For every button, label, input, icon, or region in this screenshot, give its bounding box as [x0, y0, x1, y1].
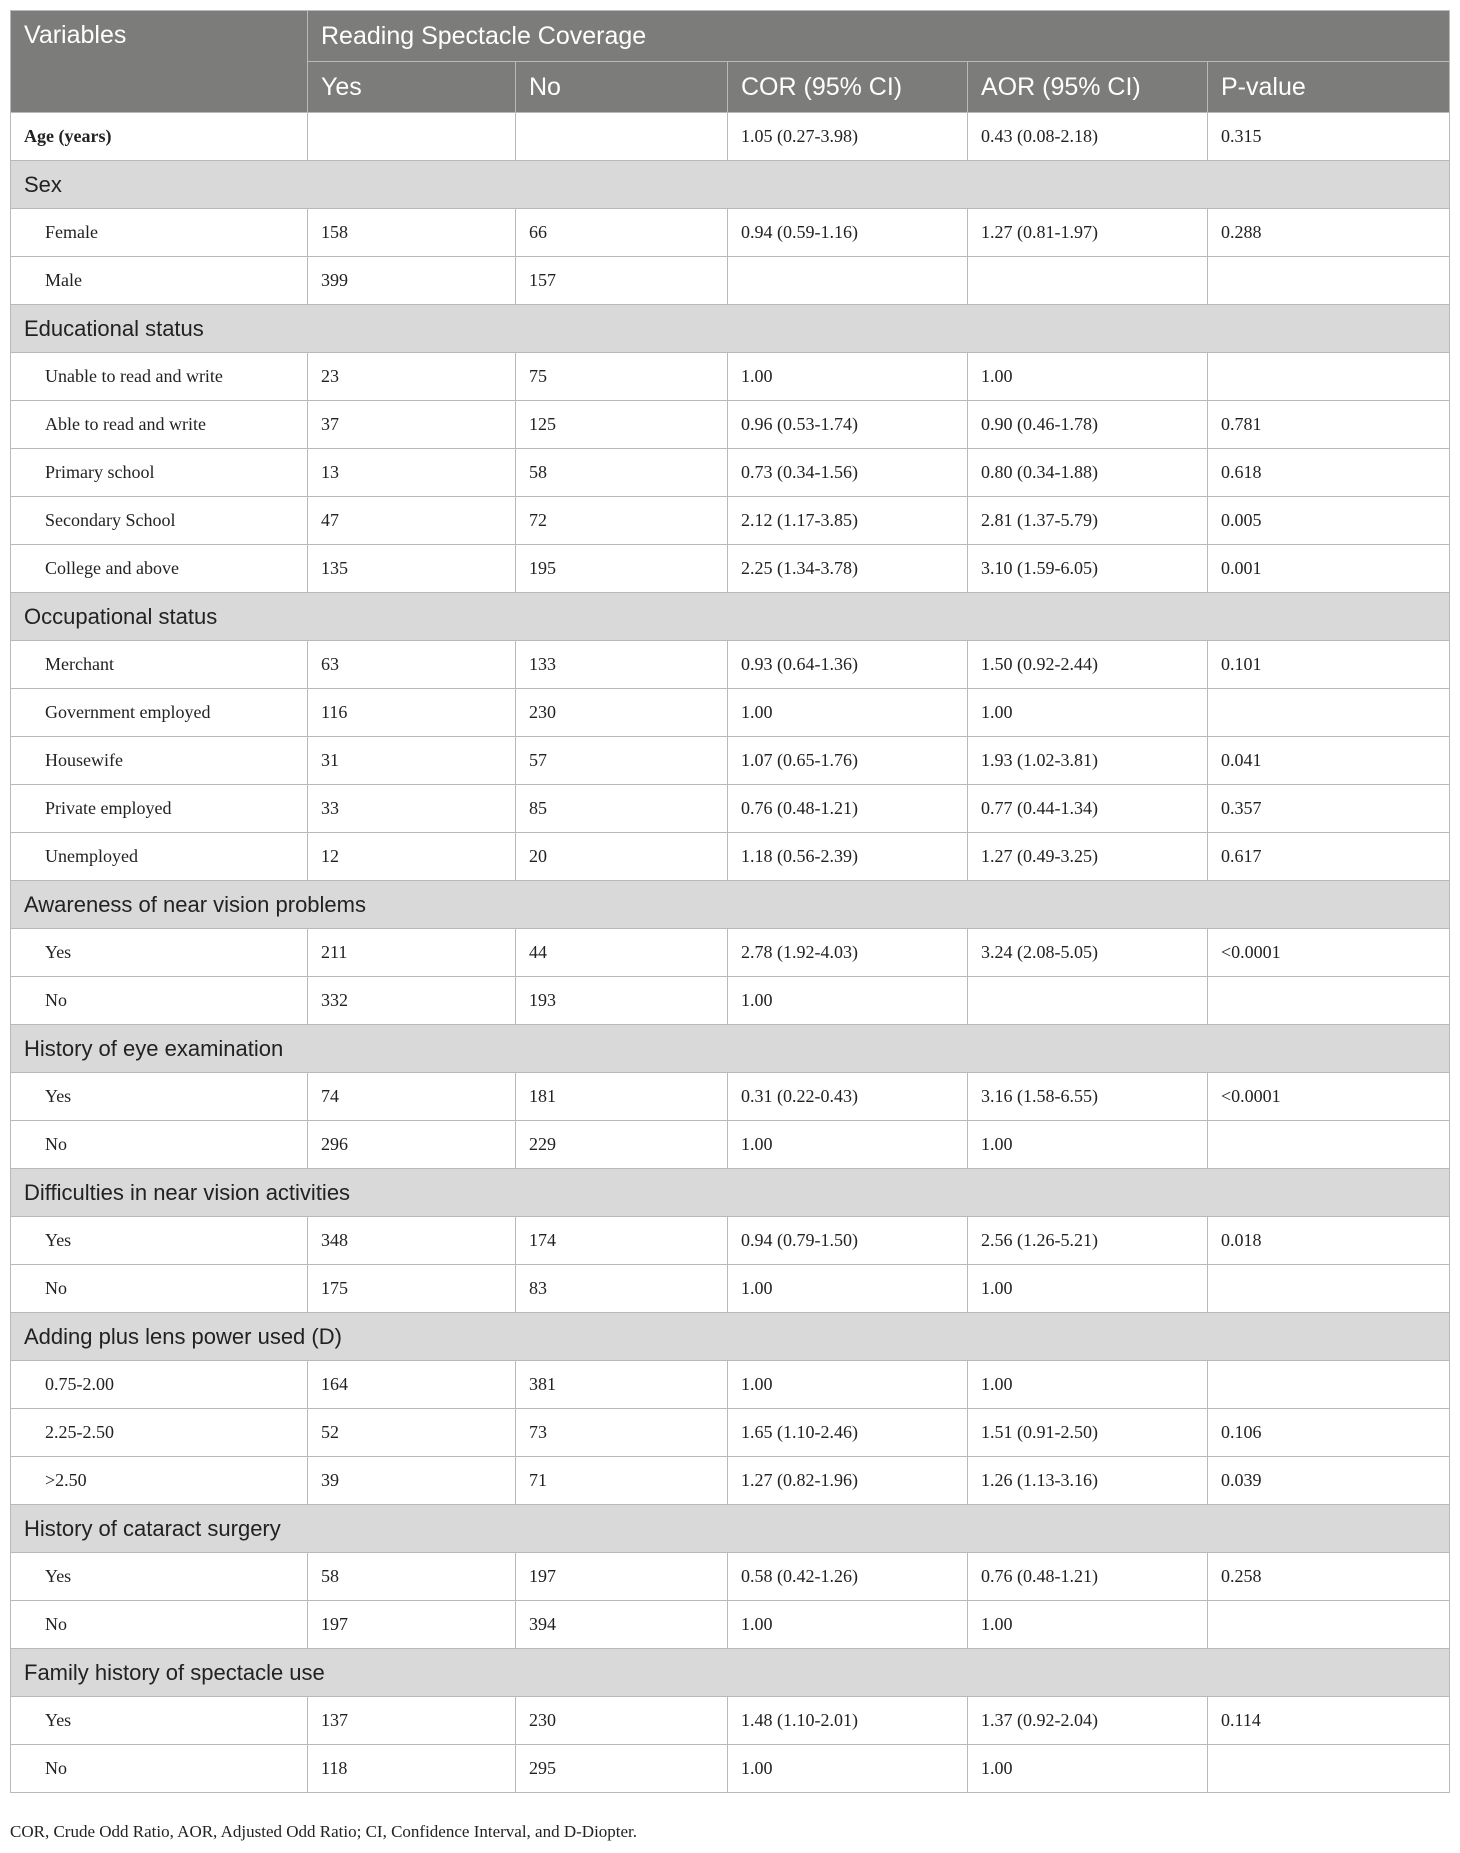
cell-aor: 1.93 (1.02-3.81): [968, 737, 1208, 785]
header-no: No: [516, 62, 728, 113]
cell-yes: 74: [308, 1073, 516, 1121]
cell-label: No: [11, 1121, 308, 1169]
section-header-row: [11, 1025, 1450, 1073]
cell-aor: 1.00: [968, 1361, 1208, 1409]
cell-cor: 1.00: [728, 689, 968, 737]
cell-cor: 0.94 (0.79-1.50): [728, 1217, 968, 1265]
cell-cor: 0.73 (0.34-1.56): [728, 449, 968, 497]
cell-pvalue: 0.041: [1208, 737, 1450, 785]
cell-yes: 164: [308, 1361, 516, 1409]
section-header-row: [11, 161, 1450, 209]
cell-yes: 158: [308, 209, 516, 257]
table-row: [11, 1217, 1450, 1265]
cell-pvalue: 0.781: [1208, 401, 1450, 449]
cell-aor: 1.27 (0.81-1.97): [968, 209, 1208, 257]
section-header-row: [11, 593, 1450, 641]
header-row-top: [11, 11, 1450, 62]
table-row: [11, 641, 1450, 689]
cell-cor: [728, 257, 968, 305]
cell-yes: 296: [308, 1121, 516, 1169]
cell-aor: 1.00: [968, 1601, 1208, 1649]
cell-cor: 0.96 (0.53-1.74): [728, 401, 968, 449]
cell-label: Yes: [11, 929, 308, 977]
cell-aor: 0.90 (0.46-1.78): [968, 401, 1208, 449]
section-header-row: [11, 1649, 1450, 1697]
cell-pvalue: [1208, 977, 1450, 1025]
table-row: [11, 353, 1450, 401]
section-title: Adding plus lens power used (D): [11, 1313, 1450, 1361]
footnote: COR, Crude Odd Ratio, AOR, Adjusted Odd Ratio; CI, Confidence Interval, and D-Diopter.: [10, 1822, 638, 1841]
cell-pvalue: <0.0001: [1208, 1073, 1450, 1121]
cell-yes: 58: [308, 1553, 516, 1601]
header-yes: Yes: [308, 62, 516, 113]
cell-yes: 116: [308, 689, 516, 737]
cell-cor: 2.25 (1.34-3.78): [728, 545, 968, 593]
cell-cor: 1.07 (0.65-1.76): [728, 737, 968, 785]
cell-label: Unemployed: [11, 833, 308, 881]
section-title: History of eye examination: [11, 1025, 1450, 1073]
section-header-row: [11, 1505, 1450, 1553]
cell-label: 2.25-2.50: [11, 1409, 308, 1457]
cell-cor: 0.76 (0.48-1.21): [728, 785, 968, 833]
cell-yes: 211: [308, 929, 516, 977]
cell-yes: 31: [308, 737, 516, 785]
cell-cor: 1.18 (0.56-2.39): [728, 833, 968, 881]
cell-aor: 2.81 (1.37-5.79): [968, 497, 1208, 545]
cell-no: 181: [516, 1073, 728, 1121]
cell-no: 125: [516, 401, 728, 449]
section-header-row: [11, 305, 1450, 353]
table-body: [11, 113, 1450, 1793]
cell-label: No: [11, 977, 308, 1025]
cell-label: Able to read and write: [11, 401, 308, 449]
cell-cor: 1.00: [728, 1745, 968, 1793]
cell-aor: [968, 977, 1208, 1025]
cell-aor: 1.51 (0.91-2.50): [968, 1409, 1208, 1457]
cell-label: Housewife: [11, 737, 308, 785]
cell-no: 193: [516, 977, 728, 1025]
cell-cor: 1.00: [728, 353, 968, 401]
cell-cor: 0.31 (0.22-0.43): [728, 1073, 968, 1121]
table-row: [11, 1361, 1450, 1409]
cell-aor: 3.10 (1.59-6.05): [968, 545, 1208, 593]
table-row: [11, 1457, 1450, 1505]
cell-cor: 1.00: [728, 1361, 968, 1409]
cell-pvalue: 0.018: [1208, 1217, 1450, 1265]
cell-no: 295: [516, 1745, 728, 1793]
cell-yes: 197: [308, 1601, 516, 1649]
data-table: [10, 10, 1450, 1793]
cell-label: Yes: [11, 1697, 308, 1745]
cell-label: Yes: [11, 1217, 308, 1265]
header-aor: AOR (95% CI): [968, 62, 1208, 113]
table-row: [11, 833, 1450, 881]
table-row: [11, 977, 1450, 1025]
cell-no: 58: [516, 449, 728, 497]
cell-no: 71: [516, 1457, 728, 1505]
table-row-age: [11, 113, 1450, 161]
cell-aor: 0.77 (0.44-1.34): [968, 785, 1208, 833]
cell-no: 57: [516, 737, 728, 785]
cell-label: No: [11, 1745, 308, 1793]
cell-cor: 1.00: [728, 1601, 968, 1649]
cell-cor: 0.93 (0.64-1.36): [728, 641, 968, 689]
table-row: [11, 1073, 1450, 1121]
cell-no: 20: [516, 833, 728, 881]
cell-pvalue: 0.005: [1208, 497, 1450, 545]
cell-yes: 348: [308, 1217, 516, 1265]
cell-no: 66: [516, 209, 728, 257]
cell-no: 197: [516, 1553, 728, 1601]
cell-pvalue: [1208, 1745, 1450, 1793]
cell-cor: 1.00: [728, 977, 968, 1025]
cell-cor: 2.12 (1.17-3.85): [728, 497, 968, 545]
table-row: [11, 1601, 1450, 1649]
cell-aor: 1.00: [968, 353, 1208, 401]
cell-pvalue: <0.0001: [1208, 929, 1450, 977]
cell-pvalue: [1208, 353, 1450, 401]
table-row: [11, 929, 1450, 977]
table-row: [11, 1121, 1450, 1169]
cell-yes: 33: [308, 785, 516, 833]
cell-yes: 63: [308, 641, 516, 689]
table-row: [11, 1553, 1450, 1601]
cell-aor: 1.37 (0.92-2.04): [968, 1697, 1208, 1745]
table-row: [11, 1697, 1450, 1745]
section-header-row: [11, 881, 1450, 929]
header-variables: Variables: [11, 11, 308, 113]
cell-label: Primary school: [11, 449, 308, 497]
cell-pvalue: 0.001: [1208, 545, 1450, 593]
section-header-row: [11, 1169, 1450, 1217]
cell-cor: 1.00: [728, 1265, 968, 1313]
cell-yes: 13: [308, 449, 516, 497]
cell-no: 381: [516, 1361, 728, 1409]
cell-aor: 1.00: [968, 1121, 1208, 1169]
cell-yes: 137: [308, 1697, 516, 1745]
section-title: History of cataract surgery: [11, 1505, 1450, 1553]
cell-cor: 1.00: [728, 1121, 968, 1169]
cell-cor: 1.65 (1.10-2.46): [728, 1409, 968, 1457]
cell-label: >2.50: [11, 1457, 308, 1505]
cell-cor: 2.78 (1.92-4.03): [728, 929, 968, 977]
cell-no: 83: [516, 1265, 728, 1313]
cell-label: Unable to read and write: [11, 353, 308, 401]
cell-no: 133: [516, 641, 728, 689]
header-group: Reading Spectacle Coverage: [308, 11, 1450, 62]
table-row: [11, 737, 1450, 785]
section-title: Educational status: [11, 305, 1450, 353]
header-pvalue: P-value: [1208, 62, 1450, 113]
cell-pvalue: [1208, 1265, 1450, 1313]
cell-label: No: [11, 1265, 308, 1313]
cell-aor: 1.27 (0.49-3.25): [968, 833, 1208, 881]
cell-no: 230: [516, 1697, 728, 1745]
table-row: [11, 449, 1450, 497]
table-row: [11, 689, 1450, 737]
cell-yes: 332: [308, 977, 516, 1025]
table-row: [11, 545, 1450, 593]
cell-no: 73: [516, 1409, 728, 1457]
cell-aor: 3.24 (2.08-5.05): [968, 929, 1208, 977]
cell-no: 85: [516, 785, 728, 833]
cell-aor: 0.43 (0.08-2.18): [968, 113, 1208, 161]
cell-no: 195: [516, 545, 728, 593]
table-row: [11, 401, 1450, 449]
cell-label: Merchant: [11, 641, 308, 689]
cell-pvalue: 0.315: [1208, 113, 1450, 161]
table-row: [11, 785, 1450, 833]
cell-pvalue: [1208, 257, 1450, 305]
cell-yes: 23: [308, 353, 516, 401]
cell-aor: 1.00: [968, 1265, 1208, 1313]
cell-pvalue: 0.258: [1208, 1553, 1450, 1601]
cell-yes: 39: [308, 1457, 516, 1505]
cell-no: 394: [516, 1601, 728, 1649]
cell-yes: 135: [308, 545, 516, 593]
cell-label: Yes: [11, 1553, 308, 1601]
cell-pvalue: [1208, 1361, 1450, 1409]
cell-no: 174: [516, 1217, 728, 1265]
cell-label: College and above: [11, 545, 308, 593]
cell-pvalue: [1208, 1601, 1450, 1649]
table-row: [11, 1409, 1450, 1457]
table-row: [11, 1745, 1450, 1793]
cell-cor: 0.94 (0.59-1.16): [728, 209, 968, 257]
cell-aor: 1.00: [968, 1745, 1208, 1793]
cell-yes: 399: [308, 257, 516, 305]
cell-no: 230: [516, 689, 728, 737]
cell-aor: 2.56 (1.26-5.21): [968, 1217, 1208, 1265]
cell-label: Private employed: [11, 785, 308, 833]
cell-pvalue: 0.357: [1208, 785, 1450, 833]
header-cor: COR (95% CI): [728, 62, 968, 113]
section-header-row: [11, 1313, 1450, 1361]
cell-cor: 1.48 (1.10-2.01): [728, 1697, 968, 1745]
cell-label: Yes: [11, 1073, 308, 1121]
cell-label: Female: [11, 209, 308, 257]
cell-aor: 3.16 (1.58-6.55): [968, 1073, 1208, 1121]
cell-no: 75: [516, 353, 728, 401]
cell-cor: 1.05 (0.27-3.98): [728, 113, 968, 161]
cell-aor: 1.26 (1.13-3.16): [968, 1457, 1208, 1505]
cell-label: No: [11, 1601, 308, 1649]
cell-no: 72: [516, 497, 728, 545]
cell-yes: 37: [308, 401, 516, 449]
cell-yes: 118: [308, 1745, 516, 1793]
cell-pvalue: 0.114: [1208, 1697, 1450, 1745]
section-title: Family history of spectacle use: [11, 1649, 1450, 1697]
cell-no: 229: [516, 1121, 728, 1169]
cell-aor: 1.50 (0.92-2.44): [968, 641, 1208, 689]
section-title: Awareness of near vision problems: [11, 881, 1450, 929]
table-container: [10, 10, 1449, 1793]
cell-yes: [308, 113, 516, 161]
cell-yes: 175: [308, 1265, 516, 1313]
cell-cor: 1.27 (0.82-1.96): [728, 1457, 968, 1505]
cell-yes: 47: [308, 497, 516, 545]
cell-yes: 12: [308, 833, 516, 881]
cell-aor: 0.76 (0.48-1.21): [968, 1553, 1208, 1601]
cell-no: 44: [516, 929, 728, 977]
cell-no: 157: [516, 257, 728, 305]
cell-pvalue: 0.618: [1208, 449, 1450, 497]
cell-cor: 0.58 (0.42-1.26): [728, 1553, 968, 1601]
cell-pvalue: [1208, 1121, 1450, 1169]
table-row: [11, 1265, 1450, 1313]
section-title: Occupational status: [11, 593, 1450, 641]
cell-yes: 52: [308, 1409, 516, 1457]
cell-aor: 1.00: [968, 689, 1208, 737]
cell-label: Secondary School: [11, 497, 308, 545]
cell-label: Age (years): [11, 113, 308, 161]
table-row: [11, 497, 1450, 545]
cell-label: Male: [11, 257, 308, 305]
table-row: [11, 209, 1450, 257]
table-row: [11, 257, 1450, 305]
section-title: Sex: [11, 161, 1450, 209]
cell-label: 0.75-2.00: [11, 1361, 308, 1409]
section-title: Difficulties in near vision activities: [11, 1169, 1450, 1217]
cell-pvalue: 0.039: [1208, 1457, 1450, 1505]
cell-pvalue: 0.288: [1208, 209, 1450, 257]
cell-aor: [968, 257, 1208, 305]
cell-pvalue: 0.101: [1208, 641, 1450, 689]
cell-label: Government employed: [11, 689, 308, 737]
cell-pvalue: 0.106: [1208, 1409, 1450, 1457]
cell-pvalue: 0.617: [1208, 833, 1450, 881]
cell-aor: 0.80 (0.34-1.88): [968, 449, 1208, 497]
cell-no: [516, 113, 728, 161]
cell-pvalue: [1208, 689, 1450, 737]
